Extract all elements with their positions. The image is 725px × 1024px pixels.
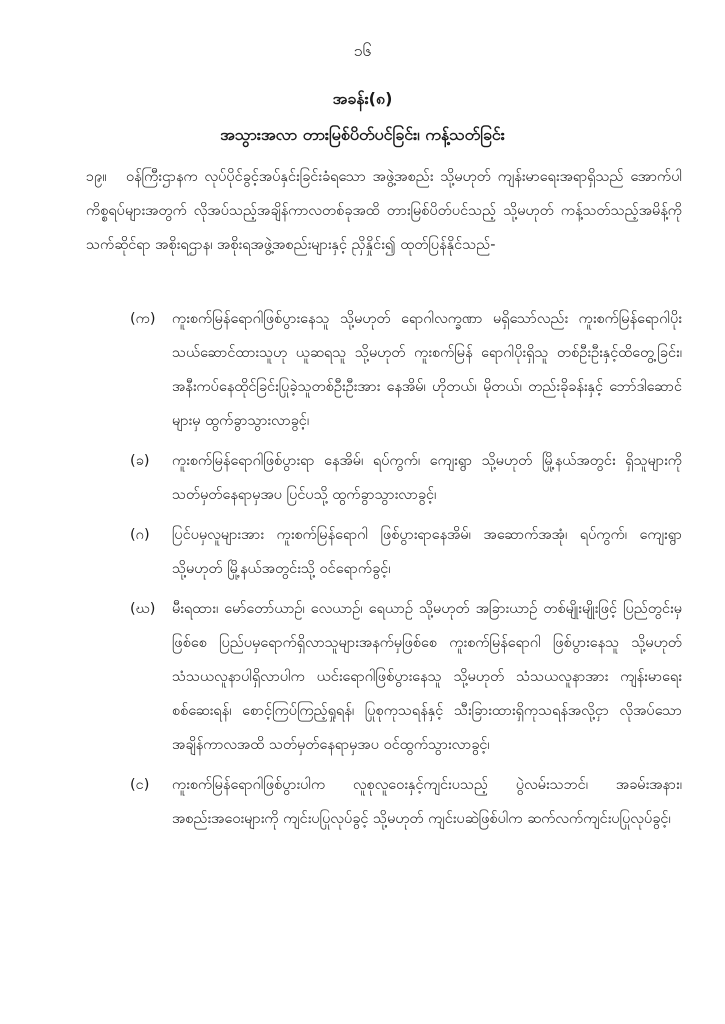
subclause-text: ကူးစက်မြန်ရောဂါဖြစ်ပွားရာ နေအိမ်၊ ရပ်ကွက်၊ ကျေးရွာ သို့မဟုတ် မြို့နယ်အတွင်း ရှိသူများကို သတ်မှတ်နေရာမှအပ ပြင်ပသို့ ထွက်ခွာသွားလာခွင့်၊: [172, 453, 682, 503]
subclause-text: ကူးစက်မြန်ရောဂါဖြစ်ပွားပါက လူစုလူဝေးနှင့်ကျင်းပသည့် ပွဲလမ်းသဘင်၊ အခမ်းအနား၊ အစည်းအဝေးများကို ကျင်းပပြုလုပ်ခွင့် သို့မဟုတ် ကျင်းပဆဲဖြစ်ပါက ဆက်လက်ကျင်းပပြုလုပ်ခွင့်၊: [172, 777, 682, 827]
subclause-item: [0, 302, 725, 438]
subclause-item: [0, 444, 725, 512]
subclause-text: ပြင်ပမှလူများအား ကူးစက်မြန်ရောဂါ ဖြစ်ပွားရာနေအိမ်၊ အဆောက်အအုံ၊ ရပ်ကွက်၊ ကျေးရွာ သို့မဟုတ် မြို့နယ်အတွင်းသို့ ဝင်ရောက်ခွင့်၊: [172, 527, 682, 577]
subclause-label: (င): [130, 777, 150, 793]
subclause-text: မီးရထား၊ မော်တော်ယာဉ်၊ လေယာဉ်၊ ရေယာဉ် သို့မဟုတ် အခြားယာဉ် တစ်မျိုးမျိုးဖြင့် ပြည်တွင်းမှဖြစ်စေ ပြည်ပမှရောက်ရှိလာသူများအနက်မှဖြစ်စေ ကူးစက်မြန်ရောဂါ ဖြစ်ပွားနေသူ သို့မဟုတ် သံသယလူနာပါရှိလာပါက ယင်းရောဂါဖြစ်ပွားနေသူ သို့မဟုတ် သံသယလူနာအား ကျန်းမာရေးစစ်ဆေးရန်၊ စောင့်ကြပ်ကြည့်ရှုရန်၊ ပြုစုကုသရန်နှင့် သီးခြားထားရှိကုသရန်အလို့ငှာ လိုအပ်သော အချိန်ကာလအထိ သတ်မှတ်နေရာမှအပ ဝင်ထွက်သွားလာခွင့်၊: [172, 601, 682, 753]
subclause-label: (က): [130, 311, 156, 327]
subclause-list: [0, 302, 725, 842]
paragraph-text: ဝန်ကြီးဌာနက လုပ်ပိုင်ခွင့်အပ်နှင်းခြင်းခံရသော အဖွဲ့အစည်း သို့မဟုတ် ကျန်းမာရေးအရာရှိသည် အောက်ပါကိစ္စရပ်များအတွက် လိုအပ်သည့်အချိန်ကာလတစ်ခုအထိ တားမြစ်ပိတ်ပင်သည့် သို့မဟုတ် ကန့်သတ်သည့်အမိန့်ကို သက်ဆိုင်ရာ အစိုးရဌာန၊ အစိုးရအဖွဲ့အစည်းများနှင့် ညှိနှိုင်း၍ ထုတ်ပြန်နိုင်သည်-: [86, 169, 682, 253]
paragraph-number: ၁၉။: [86, 169, 107, 185]
chapter-heading: အခန်း(၈): [332, 89, 393, 108]
page-number: ၁၆: [353, 41, 372, 60]
section-paragraph: [86, 160, 682, 262]
subclause-text: ကူးစက်မြန်ရောဂါဖြစ်ပွားနေသူ သို့မဟုတ် ရောဂါလက္ခဏာ မရှိသော်လည်း ကူးစက်မြန်ရောဂါပိုး သယ်ဆောင်ထားသူဟု ယူဆရသူ သို့မဟုတ် ကူးစက်မြန် ရောဂါပိုးရှိသူ တစ်ဦးဦးနှင့်ထိတွေ့ခြင်း၊ အနီးကပ်နေထိုင်ခြင်းပြုခဲ့သူတစ်ဦးဦးအား နေအိမ်၊ ဟိုတယ်၊ မိုတယ်၊ တည်းခိုခန်းနှင့် ဘော်ဒါဆောင်များမှ ထွက်ခွာသွားလာခွင့်၊: [172, 311, 682, 429]
subclause-item: [0, 768, 725, 836]
subclause-label: (ခ): [130, 453, 150, 469]
subclause-item: [0, 592, 725, 762]
subclause-label: (ဂ): [130, 527, 150, 543]
subclause-item: [0, 518, 725, 586]
subclause-label: (ဃ): [130, 601, 156, 617]
section-title: အသွားအလာ တားမြစ်ပိတ်ပင်ခြင်း၊ ကန့်သတ်ခြင်း: [220, 125, 505, 144]
